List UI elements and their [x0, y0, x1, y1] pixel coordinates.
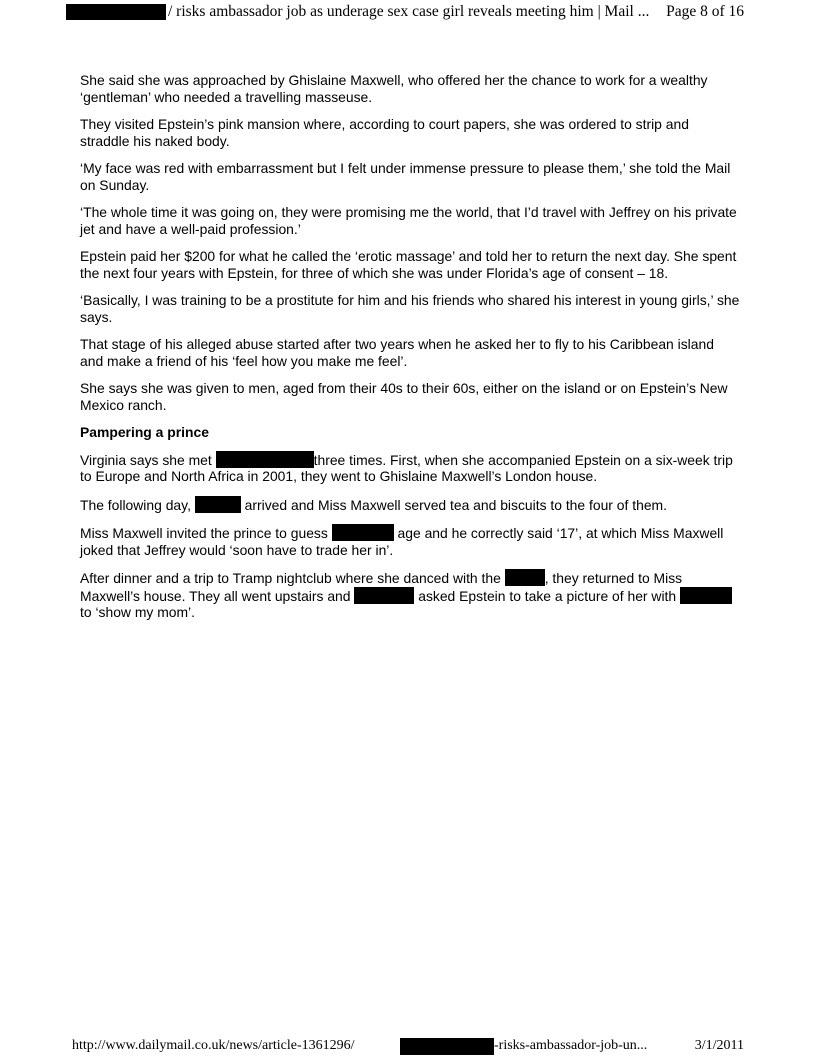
redaction-bar	[332, 524, 394, 541]
text-run: After dinner and a trip to Tramp nightclub where she danced with the	[80, 570, 505, 586]
paragraph: She says she was given to men, aged from their 40s to their 60s, either on the island or on Epstein’s New Mexico ranch.	[80, 380, 728, 413]
paragraph: That stage of his alleged abuse started after two years when he asked her to fly to his Caribbean island and make a friend of his ‘feel how you make me feel’.	[80, 336, 714, 369]
redaction-bar	[354, 587, 414, 604]
print-date: 3/1/2011	[694, 1038, 744, 1053]
source-url: http://www.dailymail.co.uk/news/article-1361296/	[72, 1038, 355, 1053]
text-run: Miss Maxwell invited the prince to guess	[80, 525, 332, 541]
page-header	[0, 2, 816, 24]
redaction-bar	[195, 496, 241, 513]
paragraph: ‘Basically, I was training to be a prostitute for him and his friends who shared his interest in young girls,’ she says.	[80, 292, 740, 325]
text-run: three times. First, when she accompanied Epstein on a six-week trip to Europe and North Africa in 2001, they went to Ghislaine Maxwell’s London house.	[80, 451, 733, 484]
paragraph: They visited Epstein’s pink mansion where, according to court papers, she was ordered to strip and straddle his naked body.	[80, 116, 689, 149]
paragraph: Epstein paid her $200 for what he called the ‘erotic massage’ and told her to return the next day. She spent the next four years with Epstein, for three of which she was under Florida’s age of consent – 18.	[80, 248, 737, 281]
text-run: to ‘show my mom’.	[80, 604, 196, 620]
source-url-end: -risks-ambassador-job-un...	[494, 1038, 648, 1053]
redaction-bar	[505, 569, 545, 586]
text-run: Virginia says she met	[80, 451, 216, 468]
paragraph	[80, 524, 740, 558]
page-footer	[0, 1037, 816, 1057]
page-number: Page 8 of 16	[666, 3, 744, 20]
paragraph	[80, 569, 740, 621]
paragraph	[80, 451, 740, 485]
article-body	[80, 72, 740, 632]
text-run: age and he correctly said ‘17’, at which Miss Maxwell joked that Jeffrey would ‘soon have to trade her in’.	[80, 525, 724, 558]
section-subheading: Pampering a prince	[80, 424, 209, 440]
text-run: , they returned to Miss Maxwell’s house. They all went upstairs and	[80, 570, 683, 604]
text-run: arrived and Miss Maxwell served tea and biscuits to the four of them.	[240, 496, 667, 513]
article-title: / risks ambassador job as underage sex case girl reveals meeting him | Mail ...	[168, 3, 650, 20]
paragraph	[80, 496, 740, 514]
text-run: The following day,	[80, 496, 195, 513]
redaction-bar	[400, 1038, 494, 1055]
paragraph: She said she was approached by Ghislaine Maxwell, who offered her the chance to work for a wealthy ‘gentleman’ who needed a travelling masseuse.	[80, 72, 708, 105]
text-run: asked Epstein to take a picture of her with	[414, 587, 680, 604]
paragraph: ‘The whole time it was going on, they were promising me the world, that I’d travel with Jeffrey on his private jet and have a well-paid profession.’	[80, 204, 737, 237]
redaction-bar	[216, 451, 314, 468]
paragraph: ‘My face was red with embarrassment but I felt under immense pressure to please them,’ she told the Mail on Sunday.	[80, 160, 731, 193]
redaction-bar	[680, 587, 732, 604]
redaction-bar	[66, 4, 166, 20]
